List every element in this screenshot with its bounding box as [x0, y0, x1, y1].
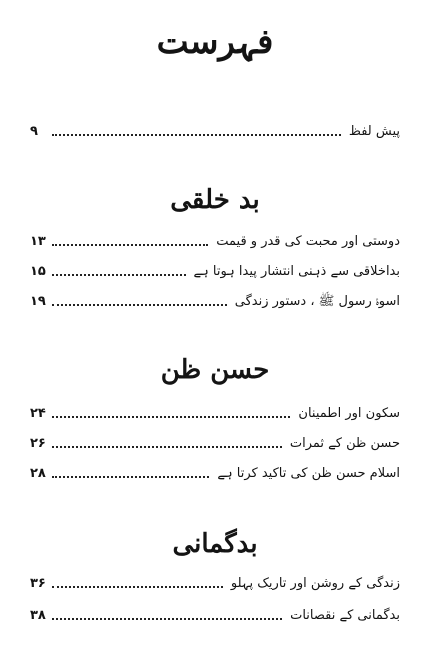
toc-entry-title: دوستی اور محبت کی قدر و قیمت: [216, 234, 400, 249]
leader-dots: [52, 304, 227, 306]
leader-dots: [52, 416, 290, 418]
toc-entry-title: اسوۂ رسول ﷺ ، دستور زندگی: [234, 294, 400, 309]
toc-entry-title: بدگمانی کے نقصانات: [290, 608, 400, 623]
toc-entry-page: ۱۵: [30, 264, 46, 279]
toc-entry-page: ۹: [30, 124, 38, 139]
toc-entry: [30, 432, 400, 454]
toc-entry-page: ۱۹: [30, 294, 46, 309]
toc-entry: [30, 260, 400, 282]
toc-entry-title: اسلام حسن ظن کی تاکید کرتا ہے: [217, 466, 400, 481]
toc-entry-title: زندگی کے روشن اور تاریک پہلو: [230, 576, 400, 591]
toc-entry: [30, 604, 400, 626]
leader-dots: [52, 618, 282, 620]
section-heading: بدگمانی: [172, 529, 258, 559]
leader-dots: [52, 446, 282, 448]
toc-entry-page: ۳۶: [30, 576, 46, 591]
leader-dots: [52, 134, 341, 136]
toc-entry: [30, 462, 400, 484]
toc-entry: [30, 120, 400, 142]
toc-entry-title: حسن ظن کے ثمرات: [289, 436, 400, 451]
page-title: فہرست: [156, 22, 274, 62]
section-heading: حسن ظن: [160, 355, 270, 385]
toc-entry: [30, 230, 400, 252]
section-heading: بد خلقی: [170, 185, 260, 215]
toc-entry-page: ۲۸: [30, 466, 46, 481]
leader-dots: [52, 586, 223, 588]
toc-entry: [30, 402, 400, 424]
toc-entry-title: بداخلاقی سے ذہنی انتشار پیدا ہوتا ہے: [193, 264, 400, 279]
toc-entry-page: ۱۳: [30, 234, 46, 249]
toc-entry-page: ۲۴: [30, 406, 46, 421]
leader-dots: [52, 274, 186, 276]
toc-entry-title: پیش لفظ: [348, 124, 400, 139]
toc-entry-page: ۳۸: [30, 608, 46, 623]
toc-entry-page: ۲۶: [30, 436, 46, 451]
leader-dots: [52, 476, 209, 478]
toc-entry-title: سکون اور اطمینان: [298, 406, 400, 421]
toc-entry: [30, 572, 400, 594]
toc-entry: [30, 290, 400, 312]
leader-dots: [52, 244, 208, 246]
